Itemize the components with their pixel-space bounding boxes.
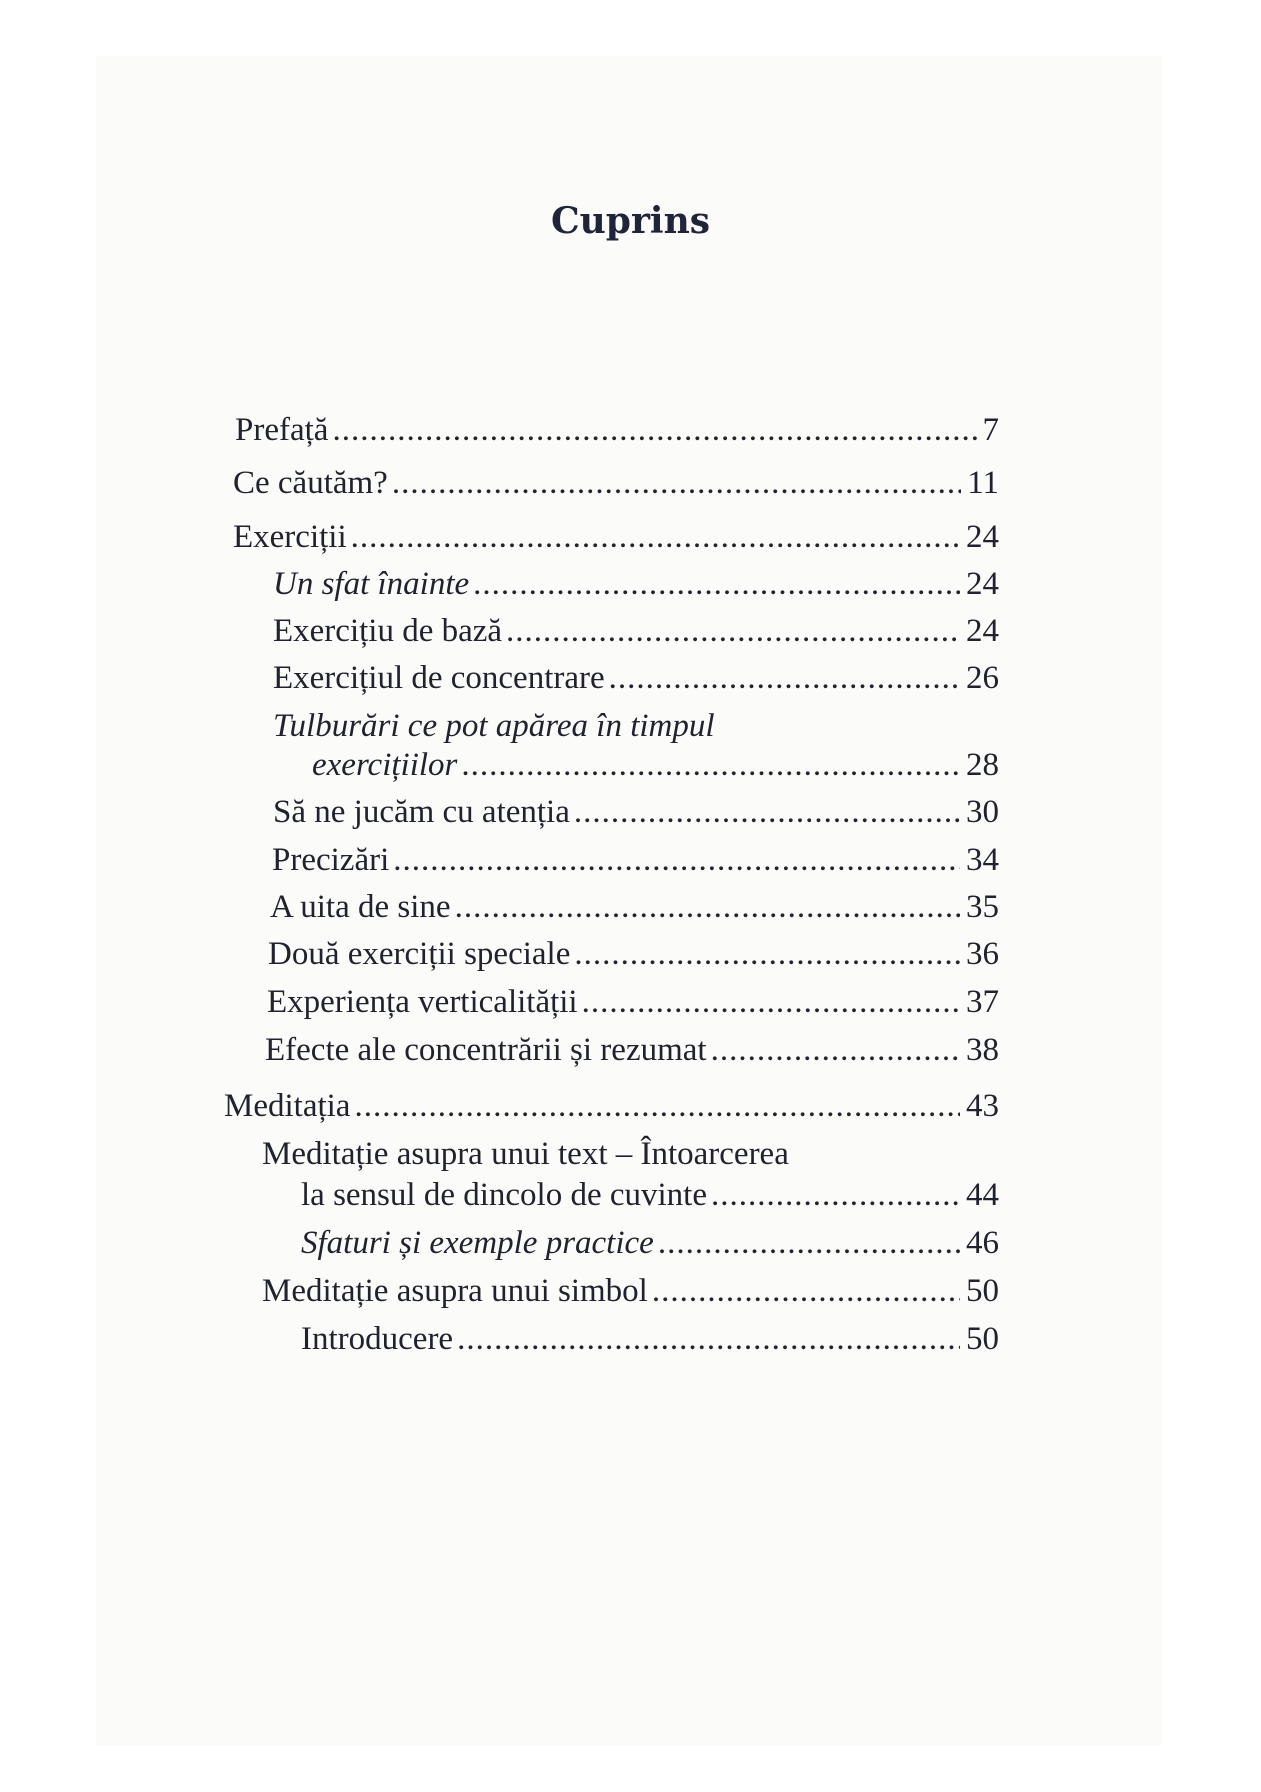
dot-leader: [392, 461, 961, 505]
toc-entry-label: Exercițiu de bază: [273, 613, 503, 649]
toc-entry-page: 11: [967, 465, 999, 501]
dot-leader: [658, 1221, 960, 1265]
toc-entry-meditatie-simbol[interactable]: [262, 1269, 999, 1313]
toc-entry-page: 50: [966, 1321, 999, 1357]
toc-entry-label: exercițiilor: [312, 747, 458, 783]
toc-entry-page: 43: [966, 1088, 999, 1124]
toc-entry-precizari[interactable]: [272, 838, 999, 882]
toc-entry-page: 26: [966, 660, 999, 696]
dot-leader: [711, 1028, 960, 1072]
toc-entry-page: 44: [966, 1177, 999, 1213]
toc-entry-meditatia[interactable]: [224, 1084, 999, 1128]
toc-entry-ce-cautam[interactable]: [233, 461, 999, 505]
toc-entry-label: Ce căutăm?: [233, 465, 388, 501]
toc-entry-exercitii[interactable]: [233, 515, 999, 559]
toc-entry-label: A uita de sine: [270, 889, 451, 925]
toc-entry-label-line1: Tulburări ce pot apărea în timpul: [273, 708, 715, 744]
dot-leader: [652, 1269, 960, 1313]
dot-leader: [461, 743, 960, 787]
toc-entry-sfaturi[interactable]: [301, 1221, 999, 1265]
toc-entry-page: 36: [966, 936, 999, 972]
toc-entry-label: Două exerciții speciale: [268, 936, 571, 972]
toc-entry-label: la sensul de dincolo de cuvinte: [301, 1177, 707, 1213]
toc-entry-page: 35: [966, 889, 999, 925]
dot-leader: [582, 980, 960, 1024]
toc-entry-label: Efecte ale concentrării și rezumat: [265, 1032, 707, 1068]
toc-entry-prefata[interactable]: [235, 408, 999, 452]
toc-entry-label: Să ne jucăm cu atenția: [273, 794, 570, 830]
dot-leader: [354, 1084, 960, 1128]
toc-entry-efecte[interactable]: [265, 1028, 999, 1072]
dot-leader: [506, 609, 960, 653]
page-title: Cuprins: [550, 200, 711, 242]
dot-leader: [393, 838, 960, 882]
toc-entry-page: 24: [966, 519, 999, 555]
toc-entry-page: 37: [966, 984, 999, 1020]
toc-entry-page: 28: [966, 747, 999, 783]
toc-entry-page: 30: [966, 794, 999, 830]
toc-entry-page: 34: [966, 842, 999, 878]
toc-entry-page: 24: [966, 566, 999, 602]
toc-entry-page: 38: [966, 1032, 999, 1068]
dot-leader: [574, 790, 960, 834]
toc-entry-label: Exerciții: [233, 519, 347, 555]
toc-entry-label: Experiența verticalității: [267, 984, 578, 1020]
toc-entry-tulburari[interactable]: [312, 743, 999, 787]
toc-entry-label: Sfaturi și exemple practice: [301, 1225, 654, 1261]
toc-entry-label: Meditație asupra unui simbol: [262, 1273, 648, 1309]
toc-entry-label: Meditația: [224, 1088, 351, 1124]
toc-entry-introducere[interactable]: [301, 1317, 999, 1361]
toc-entry-experienta[interactable]: [267, 980, 999, 1024]
dot-leader: [574, 932, 960, 976]
dot-leader: [473, 562, 960, 606]
dot-leader: [457, 1317, 960, 1361]
toc-entry-exercitiul-de-concentrare[interactable]: [273, 656, 999, 700]
toc-entry-exercitiu-de-baza[interactable]: [273, 609, 999, 653]
dot-leader: [332, 408, 976, 452]
toc-entry-label: Introducere: [301, 1321, 454, 1357]
toc-entry-a-uita-de-sine[interactable]: [270, 885, 999, 929]
toc-entry-un-sfat-inainte[interactable]: [273, 562, 999, 606]
toc-entry-meditatie-text[interactable]: [301, 1173, 999, 1217]
toc-entry-page: 24: [966, 613, 999, 649]
toc-entry-doua-exercitii[interactable]: [268, 932, 999, 976]
toc-entry-sa-ne-jucam[interactable]: [273, 790, 999, 834]
toc-entry-page: 46: [966, 1225, 999, 1261]
toc-entry-page: 50: [966, 1273, 999, 1309]
dot-leader: [351, 515, 960, 559]
dot-leader: [455, 885, 960, 929]
dot-leader: [609, 656, 960, 700]
toc-entry-label: Precizări: [272, 842, 390, 878]
toc-entry-label-line1: Meditație asupra unui text – Întoarcerea: [262, 1136, 789, 1172]
toc-entry-label: Un sfat înainte: [273, 566, 470, 602]
toc-entry-label: Exercițiul de concentrare: [273, 660, 605, 696]
dot-leader: [711, 1173, 960, 1217]
toc-entry-page: 7: [982, 412, 999, 448]
toc-entry-label: Prefață: [235, 412, 329, 448]
